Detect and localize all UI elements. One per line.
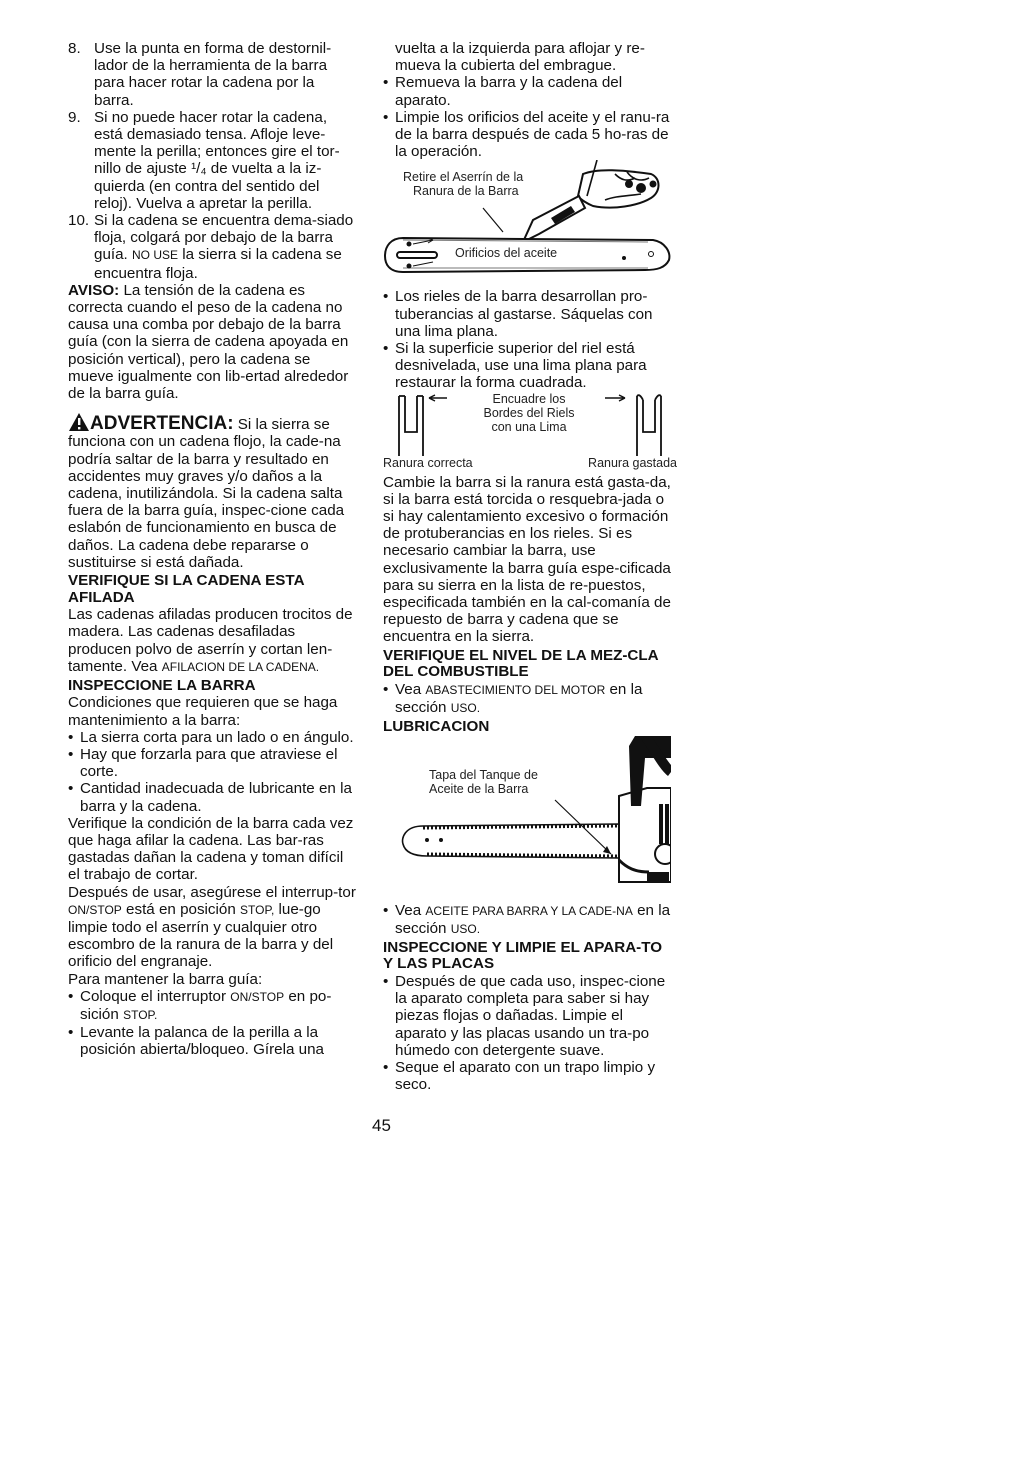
verifique-paragraph: Verifique la condición de la barra cada vez que haga afilar la cadena. Las bar-ras gastadas dañan la cadena y toman difícil el trabajo de cortar.	[68, 814, 354, 884]
list-item-text	[80, 988, 356, 1024]
list-item	[383, 340, 671, 392]
list-item	[68, 746, 356, 780]
list-item	[383, 109, 671, 161]
list-item	[68, 729, 356, 746]
worn-groove-label: Ranura gastada	[588, 455, 677, 470]
left-column	[68, 40, 356, 1059]
on-stop-caps: ON/STOP	[68, 902, 122, 917]
list-item-text: Cantidad inadecuada de lubricante en la barra y la cadena.	[80, 780, 352, 815]
list-item	[383, 288, 671, 340]
figure-label-line: Retire el Aserrín de la	[403, 170, 524, 185]
heading-lubricacion: LUBRICACION	[383, 718, 490, 736]
afilada-text: Las cadenas afiladas producen trocitos de madera. Las cadenas desafiladas producen polvo de aserrín y cortan len-tamente. Vea	[68, 606, 353, 675]
despues-text-a: Después de usar, asegúrese el interrup-tor	[68, 883, 356, 901]
mezcla-text-b: en la sección	[395, 680, 643, 716]
lubrication-figure	[383, 736, 671, 902]
bullet-icon: •	[383, 1059, 389, 1076]
despues-paragraph	[68, 884, 356, 971]
bullet-icon: •	[383, 901, 389, 919]
afilada-paragraph	[68, 606, 356, 676]
step-text: Si no puede hacer rotar la cadena, está demasiado tensa. Afloje leve-mente la perilla; entonces gire el tor-nillo de ajuste ¹/₄ de vuelta a la iz-quierda (en contra del sentido del reloj). Vuelva a apretar la perilla.	[94, 108, 340, 212]
figure-label-line: Aceite de la Barra	[429, 781, 529, 796]
mantener-paragraph: Para mantener la barra guía:	[68, 970, 263, 988]
despues-text-c: lue-go limpie todo el aserrín y cualquier otro escombro de la ranura de la barra y del orificio del engranaje.	[68, 900, 334, 971]
heading-mezcla-combustible: VERIFIQUE EL NIVEL DE LA MEZ-CLA DEL COMBUSTIBLE	[383, 646, 659, 681]
right-column	[383, 40, 677, 1094]
bar-cleaning-figure	[383, 160, 671, 288]
step-text-b: la sierra si la cadena se encuentra floja.	[94, 246, 342, 282]
list-item-text	[395, 902, 671, 938]
list-item	[383, 681, 671, 717]
warning-text: Si la sierra se funciona con un cadena flojo, la cade-na podría saltar de la barra y resultado en accidentes muy graves y/o daños a la cadena, inutilizándola. Si la cadena salta fuera de la barra guía, inspec-cione cada eslabón de funcionamiento en busca de daños. La cadena debe repararse o sustituirse si está dañada.	[68, 416, 345, 571]
no-use-caps: NO USE	[132, 248, 179, 263]
heading-cadena-afilada: VERIFIQUE SI LA CADENA ESTA AFILADA	[68, 572, 304, 606]
list-item-text	[395, 681, 671, 717]
list-item	[383, 902, 671, 938]
bullet-icon: •	[68, 728, 74, 746]
list-item-text: Después de que cada uso, inspec-cione la aparato completa para saber si hay piezas flojas o dañadas. Limpie el aparato y las placas usando un tra-po húmedo con detergente suave.	[395, 972, 666, 1059]
list-item-text: Remueva la barra y la cadena del aparato.	[395, 74, 623, 109]
page-number: 45	[372, 1116, 391, 1135]
bullet-icon: •	[383, 680, 389, 698]
stop-caps: STOP.	[123, 1008, 158, 1023]
figure-label-line: Tapa del Tanque de	[429, 767, 538, 782]
bullet-icon: •	[383, 972, 389, 990]
figure-label-line: Ranura de la Barra	[413, 184, 519, 199]
list-item-text: Los rieles de la barra desarrollan pro-tuberancias al gastarse. Sáquelas con una lima plana.	[395, 288, 653, 340]
heading-inspeccione-barra: INSPECCIONE LA BARRA	[68, 676, 256, 694]
list-item	[383, 1059, 671, 1093]
warning-title: ADVERTENCIA:	[90, 413, 234, 435]
lubr-text-b: en la sección	[395, 901, 671, 937]
list-item	[383, 973, 671, 1059]
aviso-label: AVISO:	[68, 281, 120, 299]
bullet-icon: •	[68, 746, 74, 764]
rail-groove-figure	[383, 391, 677, 474]
figure-label-line: Bordes del Riels	[483, 405, 575, 420]
step-number: 9.	[68, 108, 81, 126]
bullet-icon: •	[68, 987, 74, 1005]
mant-text-a: Coloque el interruptor	[80, 987, 227, 1005]
cambie-paragraph: Cambie la barra si la ranura está gasta-da, si la barra está torcida o resquebra-jada o si hay calentamiento excesivo o formación de protuberancias en los rieles. Si es necesario cambiar la barra, use exclusivamente la barra guía espe-cificada para su sierra en la lista de re-puestos, especificada también en la cal-comanía de repuesto de barra y cadena que se encuentra en la sierra.	[383, 473, 671, 646]
mezcla-caps: ABASTECIMIENTO DEL MOTOR	[425, 682, 606, 697]
continued-text: vuelta a la izquierda para aflojar y re-mueva la cubierta del embrague.	[395, 40, 645, 75]
list-item-text: La sierra corta para un lado o en ángulo.	[80, 728, 354, 746]
bullet-icon: •	[383, 74, 389, 92]
barra-intro: Condiciones que requieren que se haga mantenimiento a la barra:	[68, 694, 338, 729]
mezcla-text-a: Vea	[395, 680, 422, 698]
figure-label-line: con una Lima	[491, 419, 567, 434]
guide-bar-illustration	[383, 160, 671, 288]
warning-paragraph	[68, 412, 356, 571]
list-item-text: Levante la palanca de la perilla a la posición abierta/bloqueo. Gírela una	[80, 1024, 325, 1059]
despues-text-b: está en posición	[126, 900, 236, 918]
bullet-icon: •	[383, 108, 389, 126]
step-9	[68, 109, 356, 212]
step-number: 8.	[68, 40, 81, 57]
mant-text-b: en po-sición	[80, 987, 332, 1024]
list-item	[68, 1024, 356, 1058]
correct-groove-label: Ranura correcta	[383, 455, 473, 470]
lubr-text-a: Vea	[395, 901, 422, 919]
bullet-icon: •	[68, 1024, 74, 1042]
warning-icon	[68, 412, 90, 432]
bullet-icon: •	[383, 288, 389, 306]
bullet-icon: •	[68, 780, 74, 798]
oil-holes-label: Orificios del aceite	[455, 246, 558, 261]
uso-caps: USO.	[450, 921, 481, 936]
step-number: 10.	[68, 212, 90, 230]
figure-label-line: Encuadre los	[492, 391, 566, 406]
step-10	[68, 212, 356, 282]
file-instruction-label	[449, 392, 609, 434]
list-item-text: Seque el aparato con un trapo limpio y seco.	[395, 1059, 656, 1094]
aviso-paragraph	[68, 282, 356, 402]
bullet-icon: •	[383, 340, 389, 358]
aviso-text: La tensión de la cadena es correcta cuando el peso de la cadena no causa una comba por debajo de la barra guía (con la sierra de cadena apoyada en posición vertical), pero la cadena se mueve igualmente con lib-ertad alrededor de la barra guía.	[68, 281, 349, 403]
list-item	[68, 780, 356, 814]
chainsaw-illustration	[383, 736, 671, 902]
list-item	[68, 988, 356, 1024]
list-item-text: Limpie los orificios del aceite y el ranu-ra de la barra después de cada 5 ho-ras de la operación.	[395, 108, 670, 161]
step-8	[68, 40, 356, 109]
list-item-text: Si la superficie superior del riel está desnivelada, use una lima plana para restaurar la forma cuadrada.	[395, 340, 647, 392]
on-stop-caps: ON/STOP	[230, 989, 285, 1004]
step-text	[94, 212, 356, 282]
step-text: Use la punta en forma de destornil-lador de la herramienta de la barra para hacer rotar la cadena por la barra.	[94, 40, 332, 109]
stop-caps: STOP,	[240, 902, 275, 917]
heading-inspeccione-limpie: INSPECCIONE Y LIMPIE EL APARA-TO Y LAS PLACAS	[383, 938, 663, 973]
step-text-a: Si la cadena se encuentra dema-siado floja, colgará por debajo de la barra guía.	[94, 212, 354, 264]
lubr-caps: ACEITE PARA BARRA Y LA CADE-NA	[425, 903, 633, 918]
uso-caps: USO.	[450, 700, 481, 715]
list-item	[383, 74, 671, 108]
list-item-text: Hay que forzarla para que atraviese el corte.	[80, 746, 338, 781]
afilada-caps: AFILACION DE LA CADENA.	[161, 659, 320, 674]
